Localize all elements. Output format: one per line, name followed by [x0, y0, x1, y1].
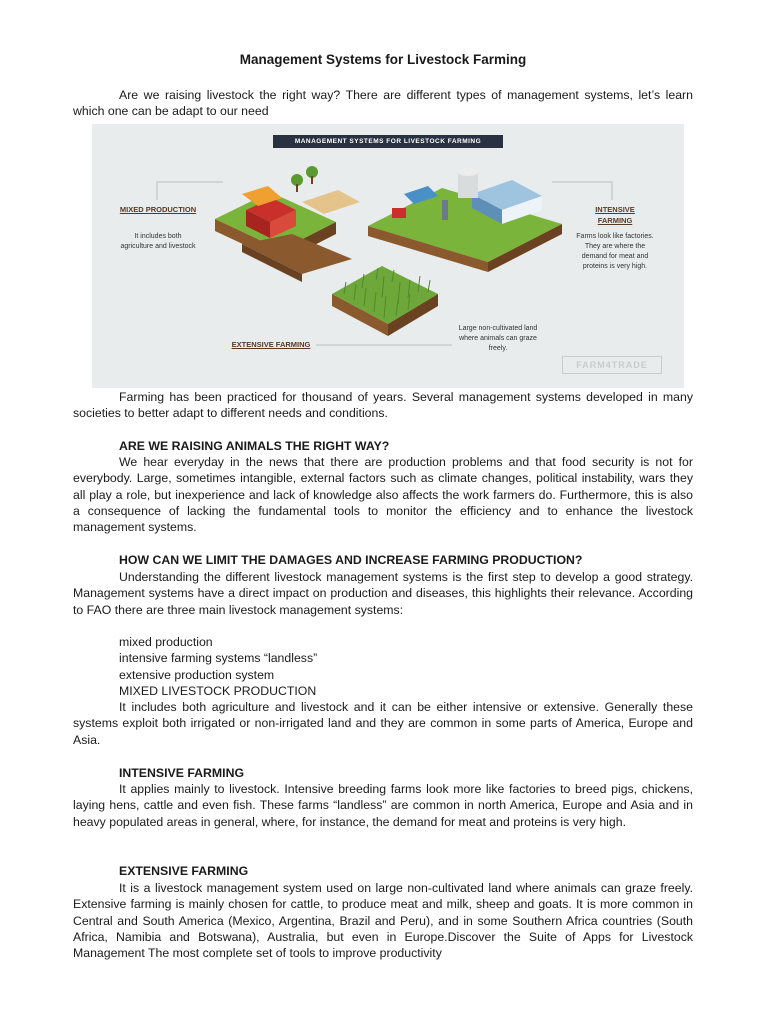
paragraph-mixed-production: It includes both agriculture and livestock and it can be either intensive or extensive. Generally these systems exploit both irrigated or non-irrigated land and they are common in some parts of America, Europe and Asia. [73, 700, 693, 747]
infographic-figure [92, 124, 684, 388]
farm4trade-logo: FARM4TRADE [562, 356, 662, 374]
paragraph-intensive-farming: It applies mainly to livestock. Intensive breeding farms look more like factories to breed pigs, chickens, laying hens, cattle and even fish. These farms “landless” are common in north America, Europe and Asia and in heavy populated areas in general, where, for instance, the demand for meat and proteins is very high. [73, 782, 693, 829]
extensive-farming-desc: Large non-cultivated land where animals can graze freely. [458, 325, 538, 352]
heading-intensive-farming: INTENSIVE FARMING [119, 766, 245, 780]
list-item: MIXED LIVESTOCK PRODUCTION [119, 683, 317, 698]
paragraph-history: Farming has been practiced for thousand of years. Several management systems developed in many societies to better adapt to different needs and conditions. [73, 390, 693, 421]
mixed-farm-illustration [215, 166, 360, 282]
mixed-production-desc: It includes both agriculture and livestock [120, 233, 196, 250]
mixed-production-label: MIXED PRODUCTION [119, 205, 197, 214]
list-item: extensive production system [119, 667, 275, 682]
extensive-farming-label: EXTENSIVE FARMING [231, 340, 311, 349]
management-systems-list [73, 634, 693, 699]
heading-extensive-farming: EXTENSIVE FARMING [119, 864, 249, 878]
paragraph-understanding: Understanding the different livestock management systems is the first step to develop a good strategy. Management systems have a direct impact on production and diseases, this highlights their relevance. According to FAO there are three main livestock management systems: [73, 570, 693, 617]
heading-raising-animals: ARE WE RAISING ANIMALS THE RIGHT WAY? [119, 439, 390, 453]
paragraph-extensive-farming: It is a livestock management system used on large non-cultivated land where animals can graze freely. Extensive farming is mainly chosen for cattle, to produce meat and milk, sheep and goats. It is more common in Central and South America (Mexico, Argentina, Brazil and Peru), and in some Southern Africa countries (South Africa, Namibia and Botswana), Australia, but even in Europe.Discover the Suite of Apps for Livestock Management The most complete set of tools to improve productivity [73, 881, 693, 961]
heading-limit-damages: HOW CAN WE LIMIT THE DAMAGES AND INCREASE FARMING PRODUCTION? [119, 553, 583, 567]
intensive-farm-illustration [368, 168, 562, 272]
intensive-farming-label: INTENSIVE FARMING [595, 205, 635, 225]
intro-paragraph: Are we raising livestock the right way? There are different types of management systems, let’s learn which one can be adapt to our need [73, 88, 693, 119]
extensive-farm-illustration [332, 266, 438, 336]
list-item: mixed production [119, 635, 213, 649]
document-title: Management Systems for Livestock Farming [239, 52, 527, 67]
paragraph-production-problems: We hear everyday in the news that there are production problems and that food security is not for everybody. Large, sometimes intangible, external factors such as climate changes, political instability, wars they all play a role, but inexperience and lack of knowledge also affects the work farmers do. Furthermore, this is also a consequence of lacking the fundamental tools to monitor the efficiency and to enhance the livestock management systems. [73, 455, 693, 535]
list-item: intensive farming systems “landless” [119, 651, 318, 666]
intensive-farming-desc: Farms look like factories. They are where the demand for meat and proteins is very high. [576, 233, 654, 270]
figure-banner: MANAGEMENT SYSTEMS FOR LIVESTOCK FARMING [273, 135, 503, 148]
